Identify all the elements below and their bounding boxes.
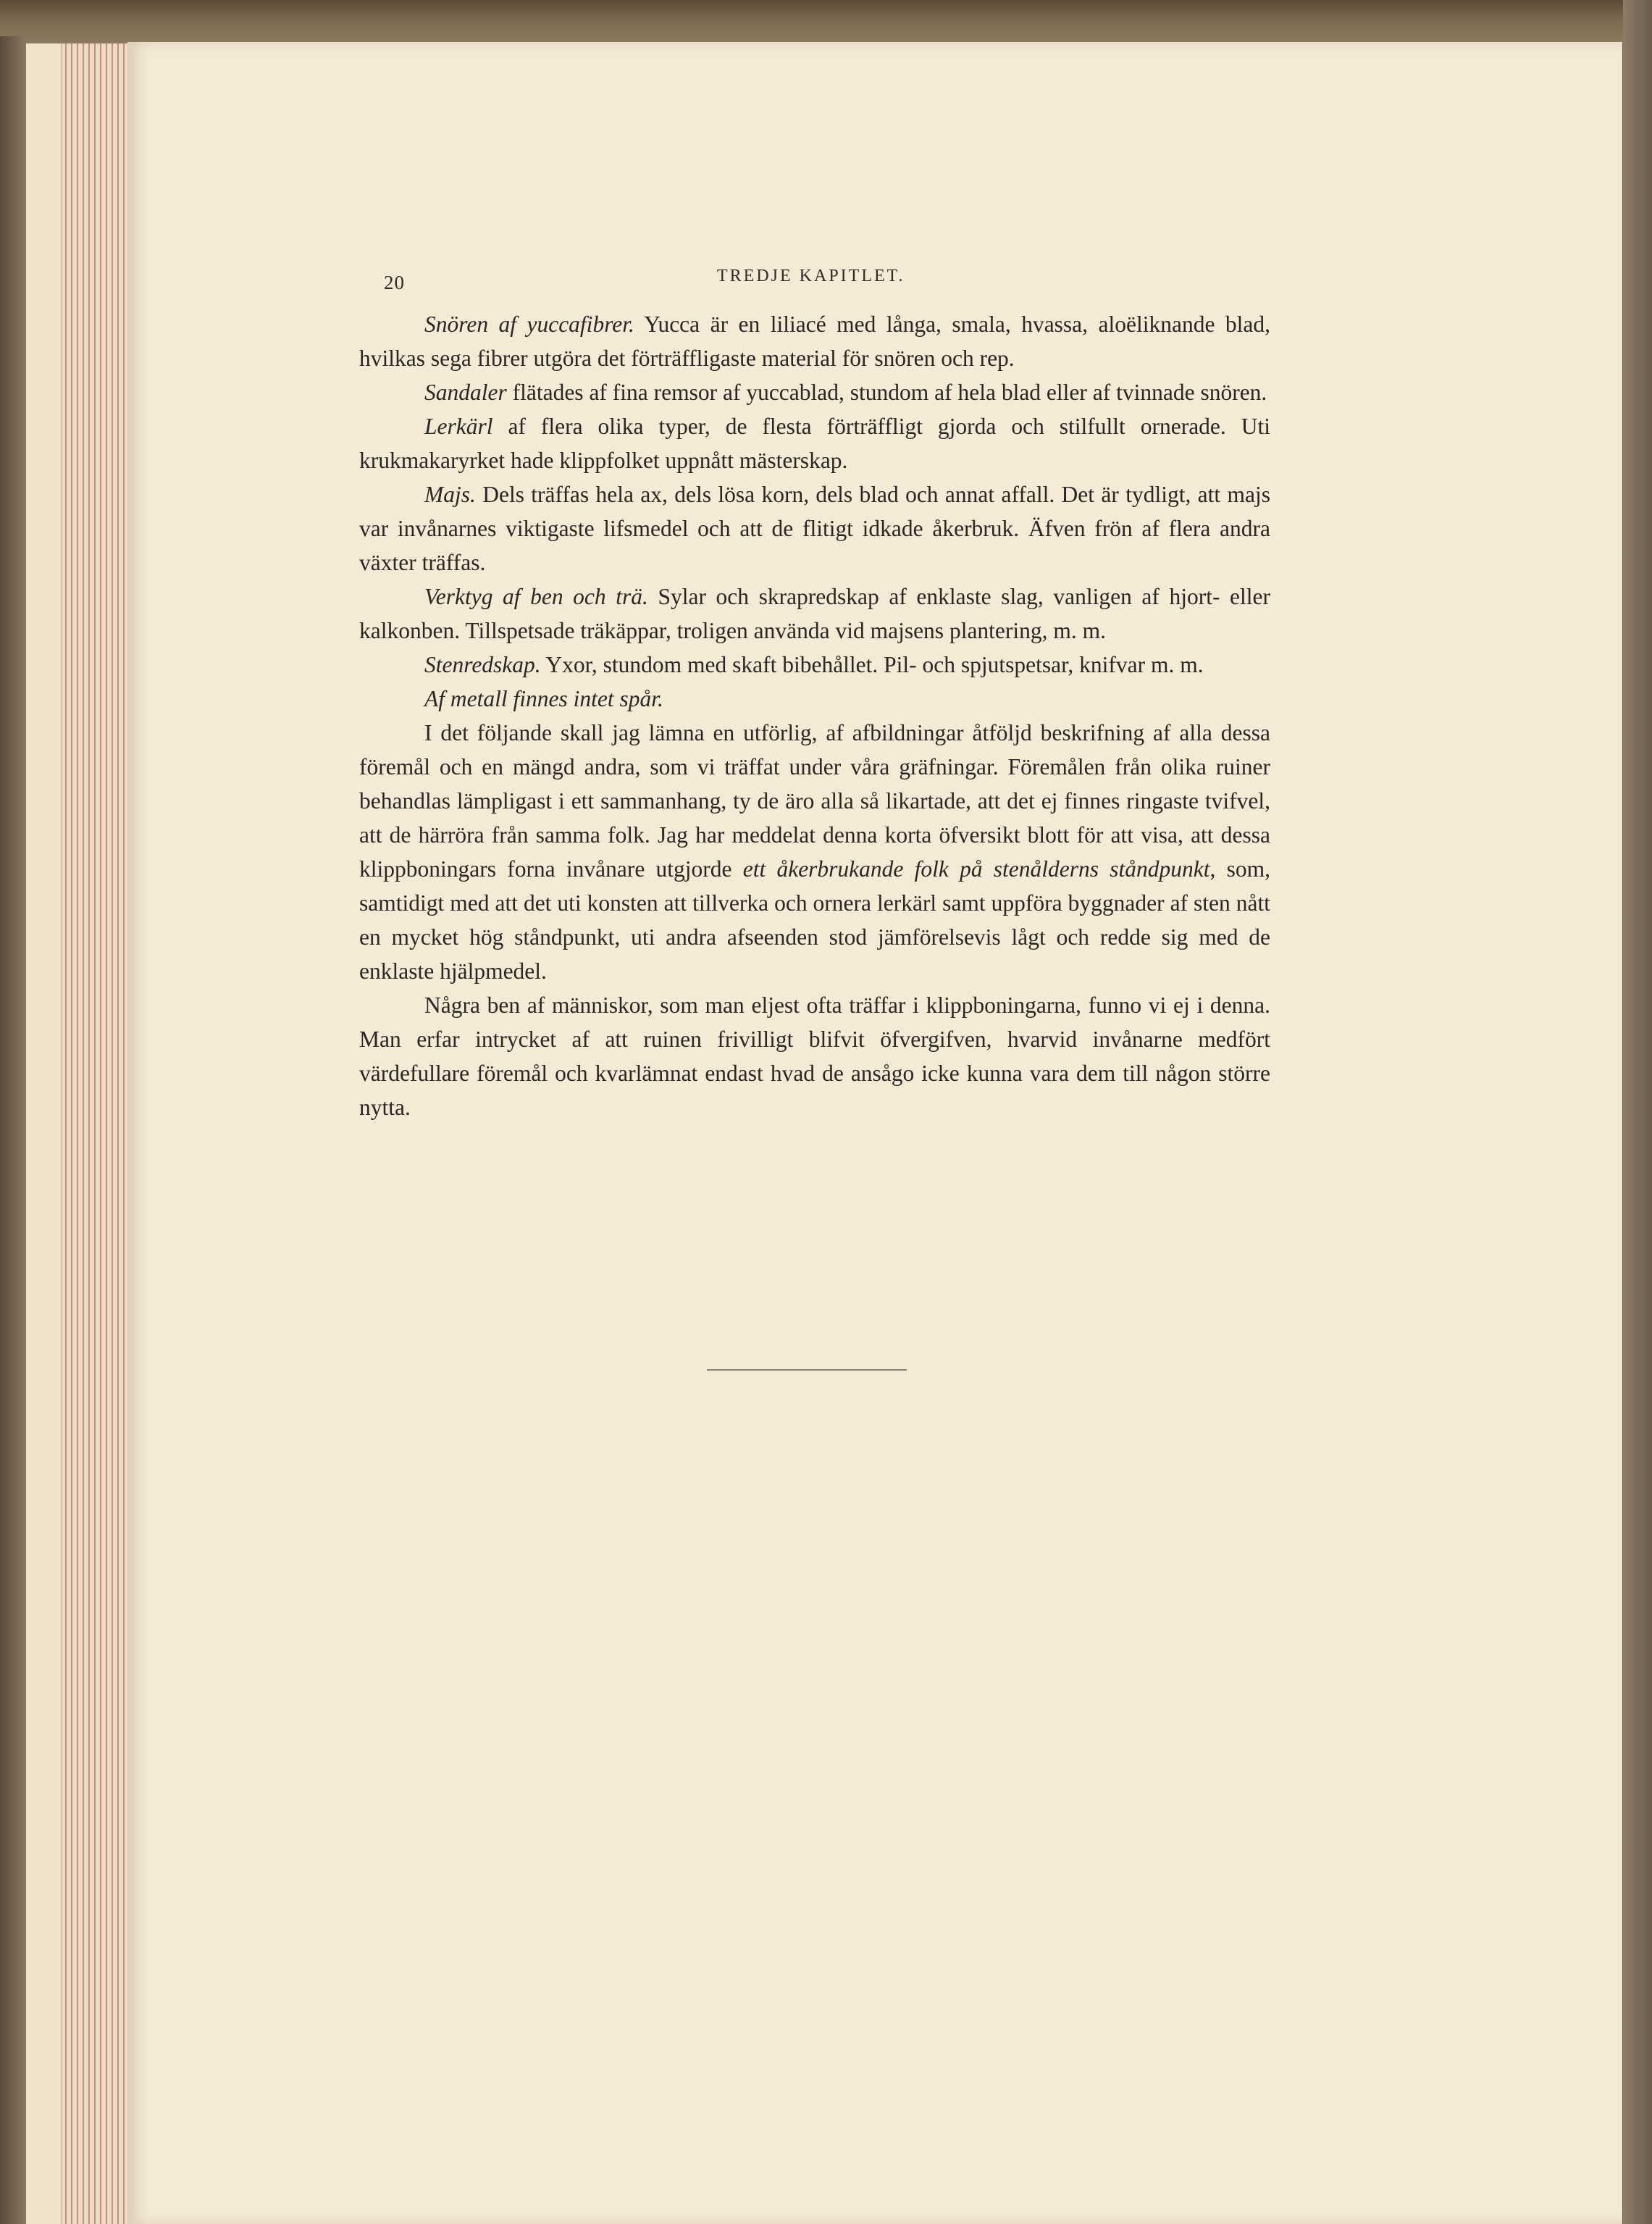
page-edge-band [26,43,62,2224]
section-end-rule [707,1369,907,1371]
paragraph-lead: Snören af yuccafibrer. [424,312,634,337]
paragraph-sandaler [359,375,1270,409]
paragraph-text: Dels träffas hela ax, dels lösa korn, dels blad och annat affall. Det är tydligt, att majs var invånarnes viktigaste lifsmedel och att de flitigt idkade åkerbruk. Äfven frön af flera andra växter träffas. [359,482,1270,575]
paragraph-text: I det följande skall jag lämna en utförlig, af afbildningar åtföljd beskrifning af alla dessa föremål och en mängd andra, som vi träffat under våra gräfningar. Föremålen från olika ruiner behandlas lämpligast i ett sammanhang, ty de äro alla så likartade, att det ej finnes ringaste tvifvel, att de härröra från samma folk. Jag har meddelat denna korta öfversikt blott för att visa, att dessa klippboningars forna invånare utgjorde [359,720,1270,882]
paragraph-final: Några ben af människor, som man eljest ofta träffar i klippboningarna, funno vi ej i denna. Man erfar intrycket af att ruinen frivilligt blifvit öfvergifven, hvarvid invånarne medfört värdefullare föremål och kvarlämnat endast hvad de ansågo icke kunna vara dem till någon större nytta. [359,992,1270,1120]
paragraph-snoren [359,307,1270,375]
paragraph-text: , som, samtidigt med att det uti konsten att tillverka och ornera lerkärl samt uppföra byggnader af sten nått en mycket hög ståndpunkt, uti andra afseenden stod jämförelsevis lågt och redde sig med de enklaste hjälpmedel. [359,856,1270,984]
paragraph-lead: Majs. [424,482,476,507]
paragraph-lerkarl [359,409,1270,477]
book-binding-top [0,0,1652,43]
paragraph-text: Yucca är en liliacé med långa, smala, hvassa, aloëliknande blad, hvilkas sega fibrer utgöra det förträffligaste material för snören och rep. [359,312,1271,371]
paragraph-stenredskap [359,648,1270,682]
paragraph-lead: Sandaler [424,380,507,405]
paragraph-majs [359,477,1270,580]
paragraph-lead: Verktyg af ben och trä. [424,584,648,609]
stacked-page-edges [26,43,127,2224]
paragraph-lead: Af metall finnes intet spår. [424,686,663,711]
page-number: 20 [384,272,405,293]
paragraph-overview [359,716,1270,988]
book-edge-right [1623,0,1652,2224]
paragraph-text: flätades af fina remsor af yuccablad, stundom af hela blad eller af tvinnade snören. [506,380,1267,405]
paragraph-lead: Lerkärl [424,414,493,439]
book-cover-left [0,36,26,2224]
paragraph-emphasis: ett åkerbrukande folk på stenålderns ståndpunkt [742,856,1210,882]
paragraph-metall [359,682,1270,716]
body-text [359,307,1270,1124]
running-head: TREDJE KAPITLET. [717,267,905,285]
paragraph-text: af flera olika typer, de flesta förträffligt gjorda och stilfullt ornerade. Uti krukmakaryrket hade klippfolket uppnått mästerskap. [359,414,1270,473]
paragraph-text: Yxor, stundom med skaft bibehållet. Pil- och spjutspetsar, knifvar m. m. [540,652,1204,677]
paragraph-verktyg [359,580,1270,648]
paragraph-text: Sylar och skrapredskap af enklaste slag, vanligen af hjort- eller kalkonben. Tillspetsade träkäppar, troligen använda vid majsens plantering, m. m. [359,584,1270,643]
paragraph-lead: Stenredskap. [424,652,541,677]
